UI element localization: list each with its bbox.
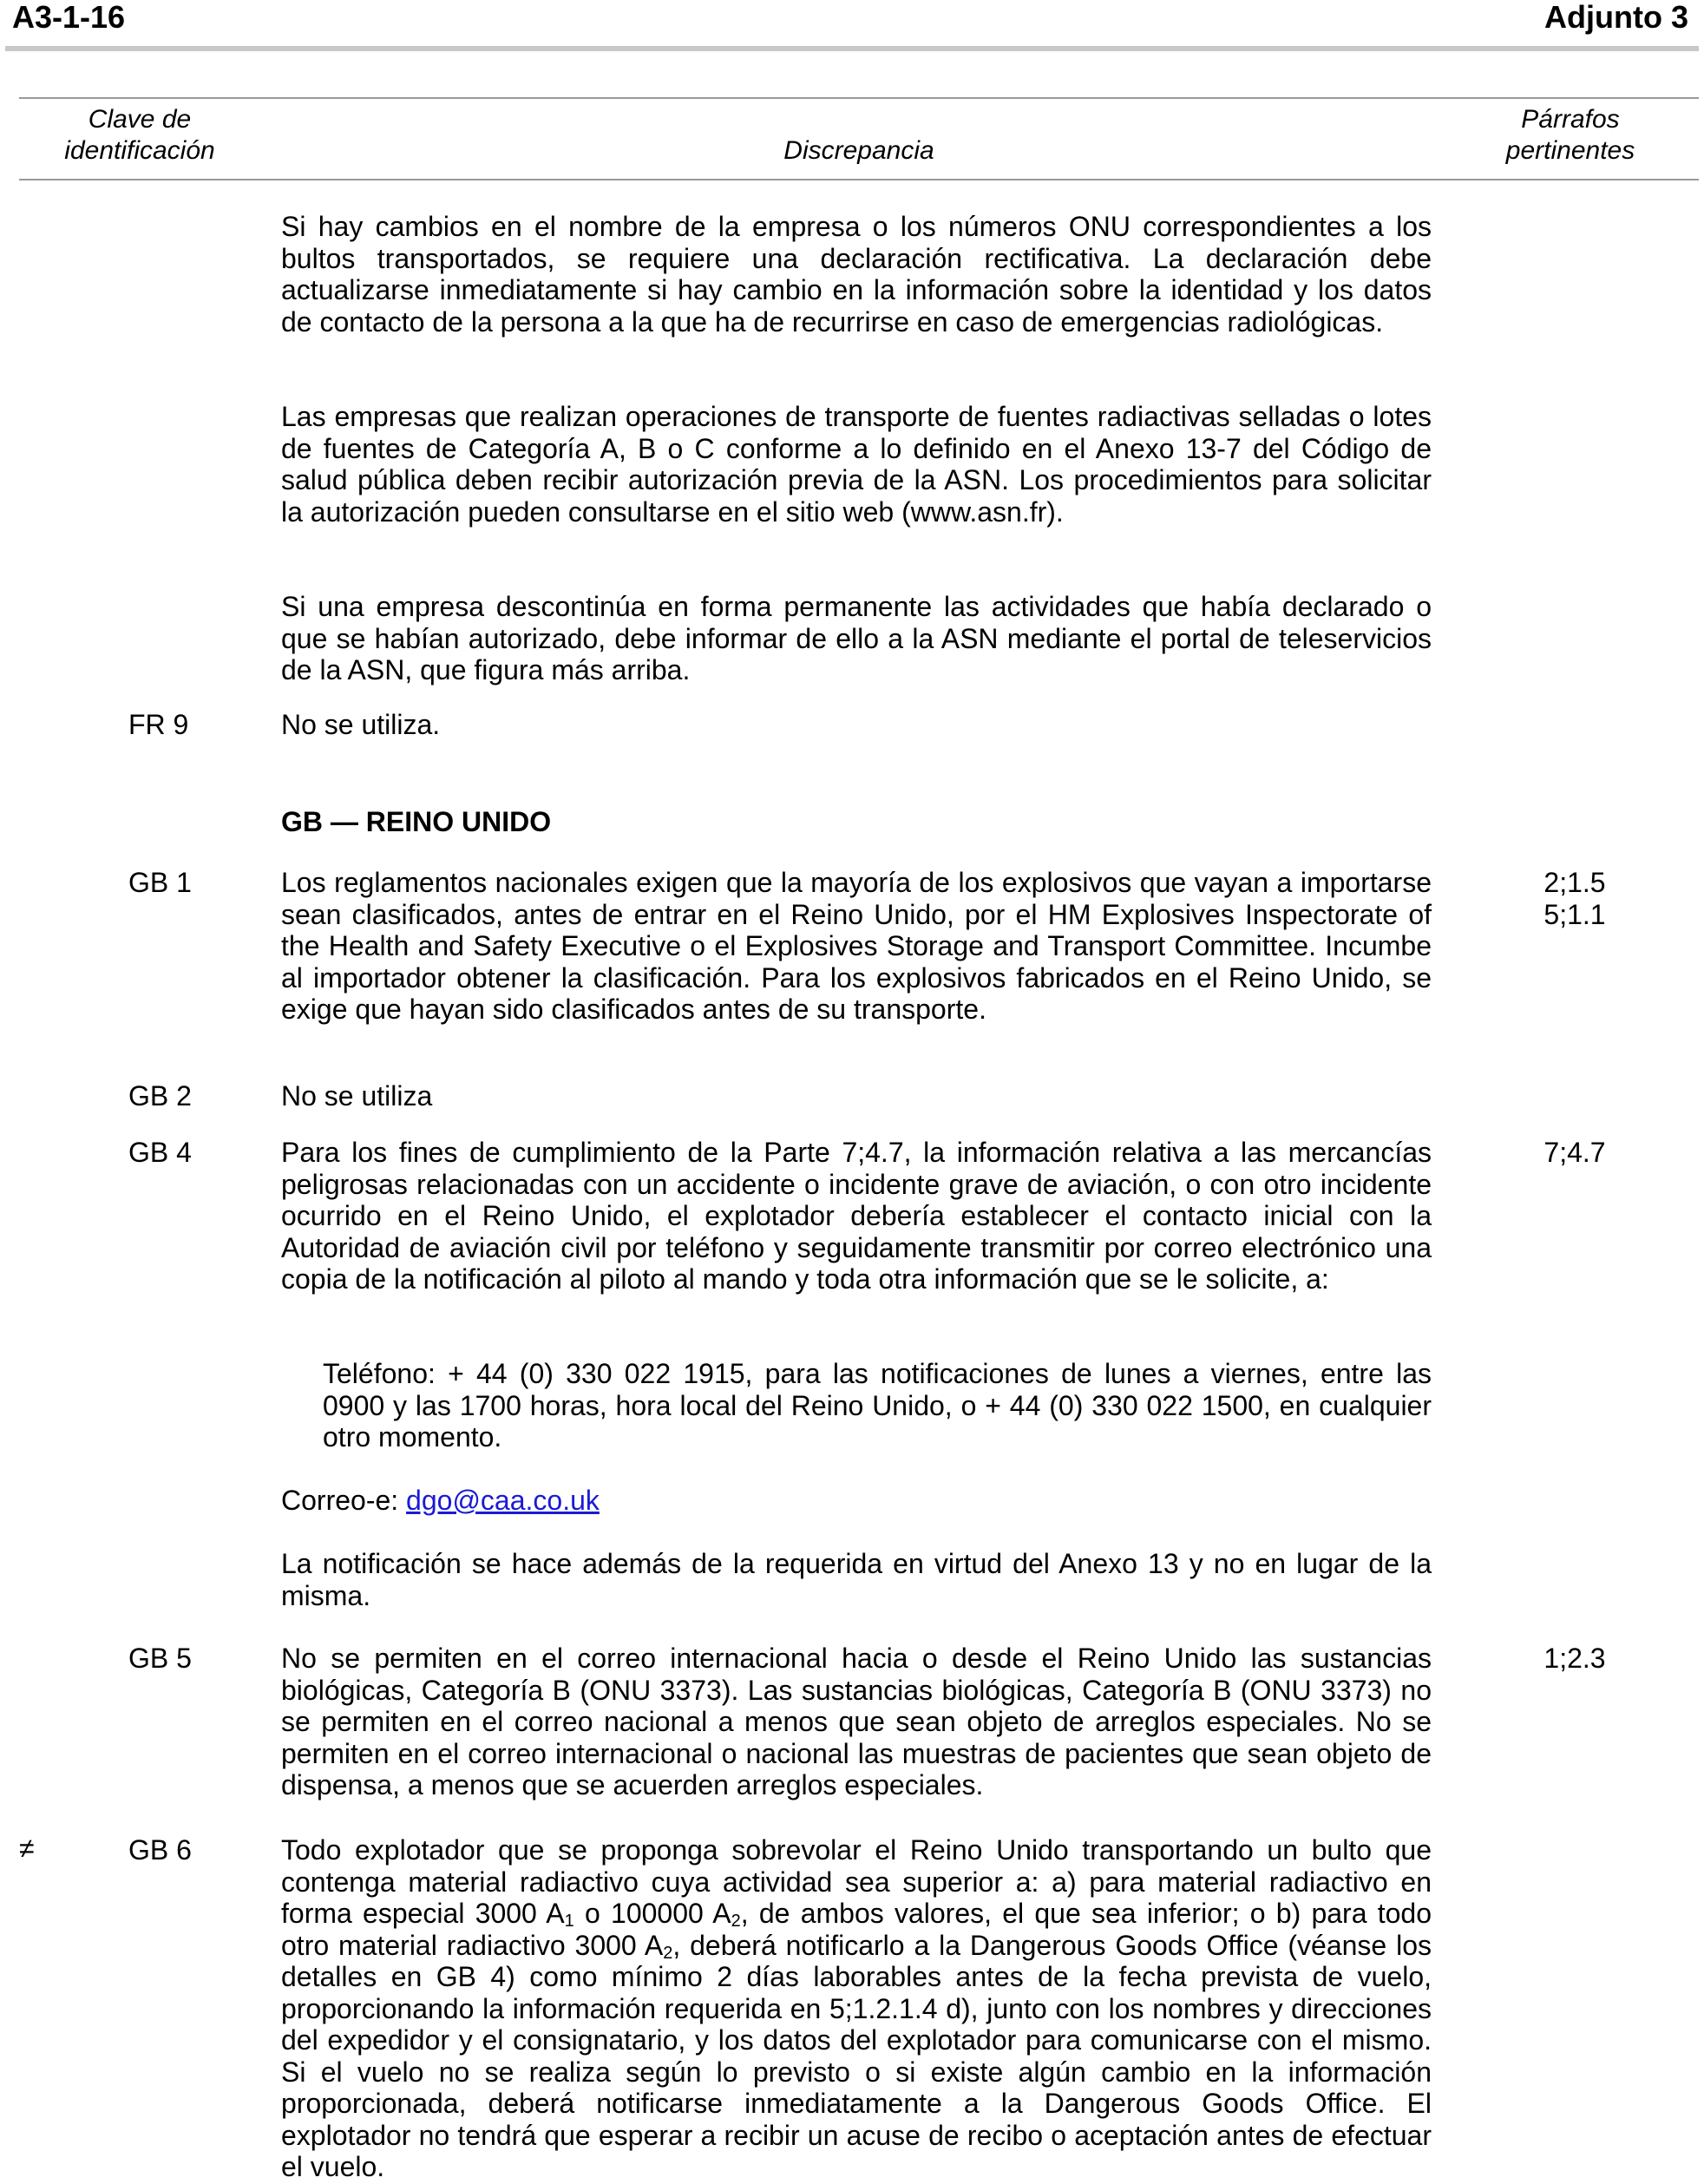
column-header-para-line2: pertinentes bbox=[1505, 136, 1635, 165]
entry-text-gb6 bbox=[281, 1834, 1432, 2183]
entry-para-gb5: 1;2.3 bbox=[1543, 1643, 1606, 1674]
gb4-note: La notificación se hace además de la requerida en virtud del Anexo 13 y no en lugar de la misma. bbox=[281, 1548, 1432, 1611]
entry-key-fr9: FR 9 bbox=[128, 709, 189, 740]
gb4-phone-details: Teléfono: + 44 (0) 330 022 1915, para las notificaciones de lunes a viernes, entre las 0900 y las 1700 horas, hora local del Reino Unido, o + 44 (0) 330 022 1500, en cualquier otro momento. bbox=[323, 1358, 1432, 1453]
fr-paragraph-authorization: Las empresas que realizan operaciones de transporte de fuentes radiactivas selladas o lotes de fuentes de Categoría A, B o C conforme a lo definido en el Anexo 13-7 del Código de salud pública deben recibir autorización previa de la ASN. Los procedimientos para solicitar la autorización pueden consultarse en el sitio web (www.asn.fr). bbox=[281, 401, 1432, 528]
gb4-email-link[interactable]: dgo@caa.co.uk bbox=[406, 1485, 600, 1516]
gb4-email-line bbox=[281, 1485, 1432, 1517]
entry-para-gb1-1: 2;1.5 bbox=[1543, 867, 1606, 898]
entry-text-fr9: No se utiliza. bbox=[281, 709, 441, 740]
fr-paragraph-rectification: Si hay cambios en el nombre de la empresa o los números ONU correspondientes a los bultos transportados, se requiere una declaración rectificativa. La declaración debe actualizarse inmediatamente si hay cambio en la información sobre la identidad y los datos de contacto de la persona a la que ha de recurrirse en caso de emergencias radiológicas. bbox=[281, 211, 1432, 338]
section-title-gb: GB — REINO UNIDO bbox=[281, 806, 552, 837]
column-header-key-line2: identificación bbox=[64, 136, 215, 165]
fr-paragraph-discontinuation: Si una empresa descontinúa en forma permanente las actividades que había declarado o que se habían autorizado, debe informar de ello a la ASN mediante el portal de teleservicios de la ASN, que figura más arriba. bbox=[281, 591, 1432, 685]
table-header-bottom-rule bbox=[19, 179, 1699, 180]
entry-text-gb2: No se utiliza bbox=[281, 1080, 433, 1112]
entry-key-gb2: GB 2 bbox=[128, 1080, 192, 1112]
gb6-text-part-b: o 100000 A bbox=[573, 1898, 731, 1929]
gb6-text-part-c: , de ambos valores, el que sea inferior; o b) para todo otro material radiactivo 3000 A bbox=[281, 1898, 1432, 1961]
entry-key-gb1: GB 1 bbox=[128, 867, 192, 898]
entry-para-gb4: 7;4.7 bbox=[1543, 1137, 1606, 1168]
entry-key-gb6: GB 6 bbox=[128, 1834, 192, 1866]
column-header-key bbox=[26, 104, 253, 167]
entry-text-gb4: Para los fines de cumplimiento de la Parte 7;4.7, la información relativa a las mercancías peligrosas relacionadas con un accidente o incidente grave de aviación, o con otro incidente ocurrido en el Reino Unido, el explotador debería establecer el contacto inicial con la Autoridad de aviación civil por teléfono y seguidamente transmitir por correo electrónico una copia de la notificación al piloto al mando y toda otra información que se le solicite, a: bbox=[281, 1137, 1432, 1295]
page-header bbox=[12, 0, 1692, 35]
column-header-key-line1: Clave de bbox=[88, 105, 192, 134]
entry-text-gb5: No se permiten en el correo internacional hacia o desde el Reino Unido las sustancias biológicas, Categoría B (ONU 3373). Las sustancias biológicas, Categoría B (ONU 3373) no se permiten en el correo nacional a menos que sean objeto de arreglos especiales. No se permiten en el correo internacional o nacional las muestras de pacientes que sean objeto de dispensa, a menos que se acuerden arreglos especiales. bbox=[281, 1643, 1432, 1800]
column-header-paragraphs bbox=[1475, 104, 1666, 167]
table-header-top-rule bbox=[19, 97, 1699, 99]
entry-key-gb5: GB 5 bbox=[128, 1643, 192, 1674]
entry-text-gb1: Los reglamentos nacionales exigen que la mayoría de los explosivos que vayan a importarse sean clasificados, antes de entrar en el Reino Unido, por el HM Explosives Inspectorate of the Health and Safety Executive o el Explosives Storage and Transport Committee. Incumbe al importador obtener la clasificación. Para los explosivos fabricados en el Reino Unido, se exige que hayan sido clasificados antes de su transporte. bbox=[281, 867, 1432, 1025]
gb6-subscript-1: 1 bbox=[564, 1912, 574, 1931]
gb4-email-label: Correo-e: bbox=[281, 1485, 407, 1516]
gb6-text-part-d: , deberá notificarlo a la Dangerous Goods Office (véanse los detalles en GB 4) como mínimo 2 días laborables antes de la fecha prevista de vuelo, proporcionando la información requerida en 5;1.2.1.4 d), junto con los nombres y direcciones del expedidor y el consignatario, y los datos del explotador para comunicarse con el mismo. Si el vuelo no se realiza según lo previsto o si existe algún cambio en la información proporcionada, deberá notificarse inmediatamente a la Dangerous Goods Office. El explotador no tendrá que esperar a recibir un acuse de recibo o aceptación antes de efectuar el vuelo. bbox=[281, 1929, 1432, 2182]
entry-paras-gb1 bbox=[1523, 867, 1627, 930]
column-header-para-line1: Párrafos bbox=[1521, 105, 1620, 134]
entry-key-gb4: GB 4 bbox=[128, 1137, 192, 1168]
gb6-text-part-a: Todo explotador que se proponga sobrevolar el Reino Unido transportando un bulto que contenga material radiactivo cuya actividad sea superior a: a) para material radiactivo en forma especial 3000 A bbox=[281, 1834, 1432, 1929]
page-number: A3-1-16 bbox=[12, 0, 126, 35]
entry-para-gb1-2: 5;1.1 bbox=[1543, 898, 1606, 930]
gb6-subscript-3: 2 bbox=[663, 1943, 673, 1963]
gb6-subscript-2: 2 bbox=[731, 1912, 741, 1931]
amendment-mark-gb6: ≠ bbox=[19, 1833, 35, 1864]
header-rule bbox=[5, 46, 1699, 51]
column-header-discrepancy: Discrepancia bbox=[783, 136, 934, 165]
attachment-label: Adjunto 3 bbox=[1544, 0, 1688, 35]
